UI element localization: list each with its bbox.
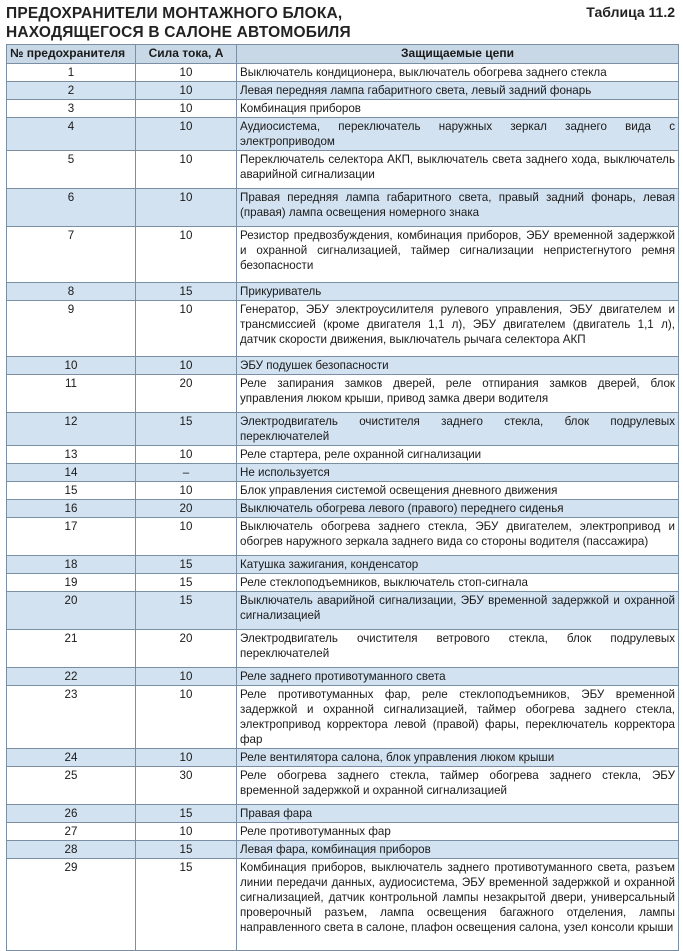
protected-circuits-cell: Блок управления системой освещения дневного движения	[237, 482, 679, 500]
current-rating-cell: 10	[136, 189, 237, 227]
fuse-number-cell: 26	[7, 805, 136, 823]
table-row	[7, 630, 679, 668]
column-header-current: Сила тока, А	[136, 45, 237, 64]
protected-circuits-cell: Реле обогрева заднего стекла, таймер обогрева заднего стекла, ЭБУ временной задержкой и охранной сигнализацией	[237, 767, 679, 805]
current-rating-cell: 10	[136, 518, 237, 556]
table-row	[7, 592, 679, 630]
fuse-number-cell: 3	[7, 100, 136, 118]
fuse-number-cell: 25	[7, 767, 136, 805]
current-rating-cell: 20	[136, 630, 237, 668]
fuse-number-cell: 14	[7, 464, 136, 482]
current-rating-cell: 10	[136, 668, 237, 686]
table-row	[7, 446, 679, 464]
table-row	[7, 357, 679, 375]
protected-circuits-cell: Реле вентилятора салона, блок управления люком крыши	[237, 749, 679, 767]
protected-circuits-cell: Резистор предвозбуждения, комбинация приборов, ЭБУ временной задержкой и охранной сигнализацией, таймер сигнализации непристегнутого ремня безопасности	[237, 227, 679, 283]
table-row	[7, 413, 679, 446]
table-row	[7, 64, 679, 82]
table-row	[7, 841, 679, 859]
table-row	[7, 375, 679, 413]
fuse-number-cell: 5	[7, 151, 136, 189]
fuse-number-cell: 10	[7, 357, 136, 375]
current-rating-cell: 15	[136, 574, 237, 592]
table-row	[7, 749, 679, 767]
table-row	[7, 482, 679, 500]
current-rating-cell: 30	[136, 767, 237, 805]
protected-circuits-cell: Генератор, ЭБУ электроусилителя рулевого управления, ЭБУ двигателем и трансмиссией (кроме двигателя 1,1 л), ЭБУ двигателем (двигатель 1,1 л), датчик скорости движения, выключатель рычага селектора АКП	[237, 301, 679, 357]
fuse-number-cell: 8	[7, 283, 136, 301]
fuse-number-cell: 7	[7, 227, 136, 283]
fuse-number-cell: 19	[7, 574, 136, 592]
table-row	[7, 227, 679, 283]
protected-circuits-cell: Выключатель обогрева заднего стекла, ЭБУ двигателем, электропривод и обогрев наружного зеркала заднего вида со стороны водителя (пассажира)	[237, 518, 679, 556]
fuse-number-cell: 6	[7, 189, 136, 227]
fuse-number-cell: 4	[7, 118, 136, 151]
current-rating-cell: 10	[136, 357, 237, 375]
table-row	[7, 283, 679, 301]
fuse-number-cell: 23	[7, 686, 136, 749]
current-rating-cell: 20	[136, 500, 237, 518]
protected-circuits-cell: Комбинация приборов	[237, 100, 679, 118]
fuse-number-cell: 11	[7, 375, 136, 413]
title-line-2: НАХОДЯЩЕГОСЯ В САЛОНЕ АВТОМОБИЛЯ	[6, 24, 351, 41]
fuse-table	[6, 44, 679, 951]
table-label: Таблица 11.2	[586, 4, 675, 20]
current-rating-cell: 10	[136, 446, 237, 464]
table-row	[7, 805, 679, 823]
current-rating-cell: 15	[136, 805, 237, 823]
fuse-number-cell: 22	[7, 668, 136, 686]
table-row	[7, 556, 679, 574]
table-row	[7, 668, 679, 686]
table-row	[7, 189, 679, 227]
current-rating-cell: 15	[136, 556, 237, 574]
table-header-row	[7, 45, 679, 64]
table-body	[7, 64, 679, 951]
current-rating-cell: 10	[136, 749, 237, 767]
fuse-number-cell: 15	[7, 482, 136, 500]
fuse-number-cell: 17	[7, 518, 136, 556]
table-row	[7, 301, 679, 357]
protected-circuits-cell: Реле стартера, реле охранной сигнализации	[237, 446, 679, 464]
current-rating-cell: 10	[136, 82, 237, 100]
current-rating-cell: 15	[136, 283, 237, 301]
current-rating-cell: 10	[136, 100, 237, 118]
protected-circuits-cell: Электродвигатель очистителя ветрового стекла, блок подрулевых переключателей	[237, 630, 679, 668]
current-rating-cell: 10	[136, 482, 237, 500]
table-row	[7, 151, 679, 189]
current-rating-cell: 10	[136, 686, 237, 749]
current-rating-cell: 10	[136, 823, 237, 841]
protected-circuits-cell: Переключатель селектора АКП, выключатель света заднего хода, выключатель аварийной сигнализации	[237, 151, 679, 189]
protected-circuits-cell: Реле запирания замков дверей, реле отпирания замков дверей, блок управления люком крыши, привод замка двери водителя	[237, 375, 679, 413]
protected-circuits-cell: Прикуриватель	[237, 283, 679, 301]
table-row	[7, 118, 679, 151]
protected-circuits-cell: Комбинация приборов, выключатель заднего противотуманного света, разъем линии передачи данных, аудиосистема, ЭБУ временной задержкой и охранной сигнализацией, датчик контрольной лампы незакрытой двери, универсальный проверочный разъем, лампа освещения багажного отделения, лампы направленного света в салоне, плафон освещения салона, узел консоли крыши	[237, 859, 679, 951]
protected-circuits-cell: ЭБУ подушек безопасности	[237, 357, 679, 375]
protected-circuits-cell: Выключатель аварийной сигнализации, ЭБУ временной задержкой и охранной сигнализацией	[237, 592, 679, 630]
fuse-number-cell: 9	[7, 301, 136, 357]
protected-circuits-cell: Реле заднего противотуманного света	[237, 668, 679, 686]
table-row	[7, 767, 679, 805]
protected-circuits-cell: Электродвигатель очистителя заднего стекла, блок подрулевых переключателей	[237, 413, 679, 446]
table-row	[7, 518, 679, 556]
fuse-number-cell: 18	[7, 556, 136, 574]
table-row	[7, 464, 679, 482]
table-row	[7, 823, 679, 841]
fuse-number-cell: 2	[7, 82, 136, 100]
fuse-number-cell: 27	[7, 823, 136, 841]
fuse-number-cell: 13	[7, 446, 136, 464]
protected-circuits-cell: Правая передняя лампа габаритного света, правый задний фонарь, левая (правая) лампа освещения номерного знака	[237, 189, 679, 227]
protected-circuits-cell: Не используется	[237, 464, 679, 482]
protected-circuits-cell: Аудиосистема, переключатель наружных зеркал заднего вида с электроприводом	[237, 118, 679, 151]
fuse-number-cell: 16	[7, 500, 136, 518]
current-rating-cell: 15	[136, 592, 237, 630]
fuse-number-cell: 29	[7, 859, 136, 951]
current-rating-cell: 15	[136, 841, 237, 859]
current-rating-cell: 15	[136, 413, 237, 446]
current-rating-cell: 10	[136, 64, 237, 82]
current-rating-cell: 10	[136, 301, 237, 357]
column-header-fuse-number: № предохранителя	[7, 45, 136, 64]
protected-circuits-cell: Левая передняя лампа габаритного света, левый задний фонарь	[237, 82, 679, 100]
table-row	[7, 686, 679, 749]
fuse-number-cell: 1	[7, 64, 136, 82]
protected-circuits-cell: Выключатель обогрева левого (правого) переднего сиденья	[237, 500, 679, 518]
table-row	[7, 500, 679, 518]
current-rating-cell: 15	[136, 859, 237, 951]
protected-circuits-cell: Реле стеклоподъемников, выключатель стоп-сигнала	[237, 574, 679, 592]
protected-circuits-cell: Катушка зажигания, конденсатор	[237, 556, 679, 574]
fuse-number-cell: 12	[7, 413, 136, 446]
page-title	[6, 4, 351, 42]
table-row	[7, 859, 679, 951]
current-rating-cell: 10	[136, 227, 237, 283]
current-rating-cell: –	[136, 464, 237, 482]
column-header-circuits: Защищаемые цепи	[237, 45, 679, 64]
fuse-number-cell: 21	[7, 630, 136, 668]
fuse-number-cell: 28	[7, 841, 136, 859]
table-row	[7, 100, 679, 118]
current-rating-cell: 10	[136, 151, 237, 189]
current-rating-cell: 10	[136, 118, 237, 151]
protected-circuits-cell: Левая фара, комбинация приборов	[237, 841, 679, 859]
title-line-1: ПРЕДОХРАНИТЕЛИ МОНТАЖНОГО БЛОКА,	[6, 5, 343, 22]
current-rating-cell: 20	[136, 375, 237, 413]
protected-circuits-cell: Реле противотуманных фар, реле стеклоподъемников, ЭБУ временной задержкой и охранной сигнализацией, таймер обогрева заднего стекла, электропривод корректора левой (правой) фары, переключатель корректора фар	[237, 686, 679, 749]
table-row	[7, 574, 679, 592]
protected-circuits-cell: Правая фара	[237, 805, 679, 823]
protected-circuits-cell: Реле противотуманных фар	[237, 823, 679, 841]
protected-circuits-cell: Выключатель кондиционера, выключатель обогрева заднего стекла	[237, 64, 679, 82]
fuse-number-cell: 20	[7, 592, 136, 630]
table-row	[7, 82, 679, 100]
fuse-number-cell: 24	[7, 749, 136, 767]
